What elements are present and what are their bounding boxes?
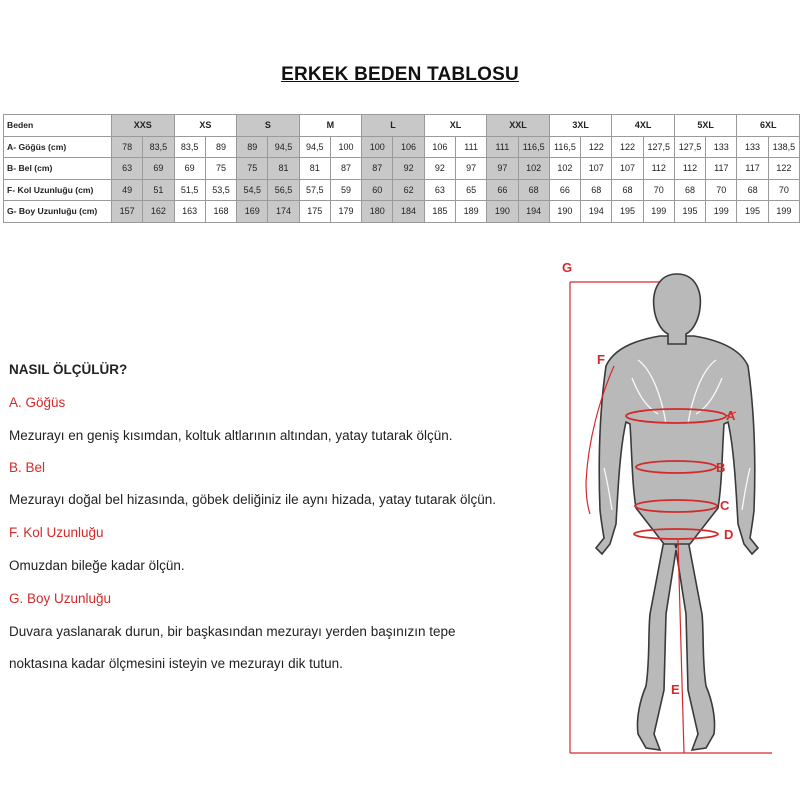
size-header-4xl: 4XL bbox=[612, 115, 675, 137]
table-cell: 106 bbox=[424, 136, 455, 158]
label-e: E bbox=[671, 682, 680, 697]
table-cell: 102 bbox=[518, 158, 549, 180]
waist-instruction: Mezurayı doğal bel hizasında, göbek deliğiniz ile aynı hizada, yatay tutarak ölçün. bbox=[9, 492, 497, 507]
table-cell: 133 bbox=[706, 136, 737, 158]
table-cell: 199 bbox=[706, 201, 737, 223]
table-cell: 68 bbox=[581, 179, 612, 201]
table-cell: 111 bbox=[487, 136, 518, 158]
table-cell: 127,5 bbox=[643, 136, 674, 158]
table-cell: 62 bbox=[393, 179, 424, 201]
arm-length-title: F. Kol Uzunluğu bbox=[9, 525, 104, 540]
size-header-m: M bbox=[299, 115, 362, 137]
table-cell: 116,5 bbox=[518, 136, 549, 158]
height-instruction-line-2: noktasına kadar ölçmesini isteyin ve mezurayı dik tutun. bbox=[9, 656, 343, 671]
table-cell: 117 bbox=[706, 158, 737, 180]
table-cell: 111 bbox=[455, 136, 486, 158]
label-f: F bbox=[597, 352, 605, 367]
table-cell: 190 bbox=[487, 201, 518, 223]
table-cell: 87 bbox=[330, 158, 361, 180]
table-row bbox=[4, 201, 800, 223]
table-cell: 199 bbox=[768, 201, 799, 223]
table-cell: 185 bbox=[424, 201, 455, 223]
size-header-xs: XS bbox=[174, 115, 237, 137]
table-cell: 175 bbox=[299, 201, 330, 223]
label-b: B bbox=[716, 460, 726, 475]
table-cell: 70 bbox=[643, 179, 674, 201]
table-cell: 94,5 bbox=[268, 136, 299, 158]
table-cell: 194 bbox=[581, 201, 612, 223]
torso-and-arms bbox=[596, 336, 758, 554]
table-cell: 107 bbox=[581, 158, 612, 180]
height-title: G. Boy Uzunluğu bbox=[9, 591, 112, 606]
header-label-cell: Beden bbox=[4, 115, 112, 137]
height-instruction-line-1: Duvara yaslanarak durun, bir başkasından mezurayı yerden başınızın tepe bbox=[9, 624, 456, 639]
table-cell: 122 bbox=[768, 158, 799, 180]
table-row bbox=[4, 158, 800, 180]
table-cell: 162 bbox=[143, 201, 174, 223]
table-cell: 87 bbox=[362, 158, 393, 180]
table-cell: 81 bbox=[299, 158, 330, 180]
table-cell: 83,5 bbox=[143, 136, 174, 158]
table-cell: 75 bbox=[237, 158, 268, 180]
row-label: B- Bel (cm) bbox=[4, 158, 112, 180]
label-c: C bbox=[720, 498, 730, 513]
table-cell: 97 bbox=[455, 158, 486, 180]
head bbox=[654, 274, 701, 344]
table-cell: 168 bbox=[205, 201, 236, 223]
table-cell: 66 bbox=[549, 179, 580, 201]
table-cell: 133 bbox=[737, 136, 768, 158]
table-cell: 54,5 bbox=[237, 179, 268, 201]
table-row bbox=[4, 136, 800, 158]
size-header-xxs: XXS bbox=[112, 115, 175, 137]
table-cell: 53,5 bbox=[205, 179, 236, 201]
table-row bbox=[4, 179, 800, 201]
table-cell: 112 bbox=[674, 158, 705, 180]
table-cell: 81 bbox=[268, 158, 299, 180]
table-cell: 122 bbox=[581, 136, 612, 158]
table-cell: 106 bbox=[393, 136, 424, 158]
table-cell: 63 bbox=[424, 179, 455, 201]
table-cell: 92 bbox=[393, 158, 424, 180]
size-header-5xl: 5XL bbox=[674, 115, 737, 137]
chest-instruction: Mezurayı en geniş kısımdan, koltuk altlarının altından, yatay tutarak ölçün. bbox=[9, 428, 453, 443]
table-cell: 70 bbox=[706, 179, 737, 201]
table-header-row bbox=[4, 115, 800, 137]
size-header-3xl: 3XL bbox=[549, 115, 612, 137]
size-header-xl: XL bbox=[424, 115, 487, 137]
row-label: G- Boy Uzunluğu (cm) bbox=[4, 201, 112, 223]
table-cell: 117 bbox=[737, 158, 768, 180]
legs bbox=[637, 540, 714, 750]
table-cell: 112 bbox=[643, 158, 674, 180]
table-cell: 94,5 bbox=[299, 136, 330, 158]
table-cell: 174 bbox=[268, 201, 299, 223]
table-cell: 92 bbox=[424, 158, 455, 180]
table-cell: 100 bbox=[362, 136, 393, 158]
how-to-heading: NASIL ÖLÇÜLÜR? bbox=[9, 362, 128, 377]
table-cell: 66 bbox=[487, 179, 518, 201]
size-table bbox=[3, 114, 800, 223]
body-measurement-figure bbox=[540, 248, 780, 788]
table-cell: 68 bbox=[612, 179, 643, 201]
table-cell: 69 bbox=[174, 158, 205, 180]
table-cell: 68 bbox=[518, 179, 549, 201]
arm-length-instruction: Omuzdan bileğe kadar ölçün. bbox=[9, 558, 185, 573]
waist-title: B. Bel bbox=[9, 460, 46, 475]
label-g: G bbox=[562, 260, 573, 275]
table-cell: 194 bbox=[518, 201, 549, 223]
table-cell: 89 bbox=[205, 136, 236, 158]
table-cell: 116,5 bbox=[549, 136, 580, 158]
table-cell: 199 bbox=[643, 201, 674, 223]
table-cell: 70 bbox=[768, 179, 799, 201]
table-cell: 57,5 bbox=[299, 179, 330, 201]
size-header-6xl: 6XL bbox=[737, 115, 800, 137]
table-cell: 195 bbox=[674, 201, 705, 223]
row-label: A- Göğüs (cm) bbox=[4, 136, 112, 158]
size-header-xxl: XXL bbox=[487, 115, 550, 137]
table-cell: 157 bbox=[112, 201, 143, 223]
label-a: A bbox=[726, 408, 736, 423]
table-cell: 68 bbox=[674, 179, 705, 201]
table-cell: 63 bbox=[112, 158, 143, 180]
table-cell: 138,5 bbox=[768, 136, 799, 158]
size-header-l: L bbox=[362, 115, 425, 137]
table-cell: 65 bbox=[455, 179, 486, 201]
table-cell: 100 bbox=[330, 136, 361, 158]
table-cell: 184 bbox=[393, 201, 424, 223]
label-d: D bbox=[724, 527, 734, 542]
table-cell: 195 bbox=[612, 201, 643, 223]
table-cell: 75 bbox=[205, 158, 236, 180]
table-cell: 60 bbox=[362, 179, 393, 201]
table-cell: 59 bbox=[330, 179, 361, 201]
table-cell: 51,5 bbox=[174, 179, 205, 201]
table-cell: 68 bbox=[737, 179, 768, 201]
page-title: ERKEK BEDEN TABLOSU bbox=[281, 64, 519, 85]
table-cell: 78 bbox=[112, 136, 143, 158]
table-cell: 89 bbox=[237, 136, 268, 158]
table-cell: 190 bbox=[549, 201, 580, 223]
table-cell: 179 bbox=[330, 201, 361, 223]
table-cell: 180 bbox=[362, 201, 393, 223]
chest-title: A. Göğüs bbox=[9, 395, 66, 410]
table-cell: 83,5 bbox=[174, 136, 205, 158]
table-cell: 97 bbox=[487, 158, 518, 180]
table-cell: 102 bbox=[549, 158, 580, 180]
table-cell: 49 bbox=[112, 179, 143, 201]
table-cell: 163 bbox=[174, 201, 205, 223]
table-cell: 169 bbox=[237, 201, 268, 223]
size-header-s: S bbox=[237, 115, 300, 137]
table-cell: 195 bbox=[737, 201, 768, 223]
table-cell: 127,5 bbox=[674, 136, 705, 158]
table-cell: 107 bbox=[612, 158, 643, 180]
table-cell: 122 bbox=[612, 136, 643, 158]
table-cell: 51 bbox=[143, 179, 174, 201]
table-cell: 189 bbox=[455, 201, 486, 223]
table-cell: 56,5 bbox=[268, 179, 299, 201]
table-cell: 69 bbox=[143, 158, 174, 180]
row-label: F- Kol Uzunluğu (cm) bbox=[4, 179, 112, 201]
